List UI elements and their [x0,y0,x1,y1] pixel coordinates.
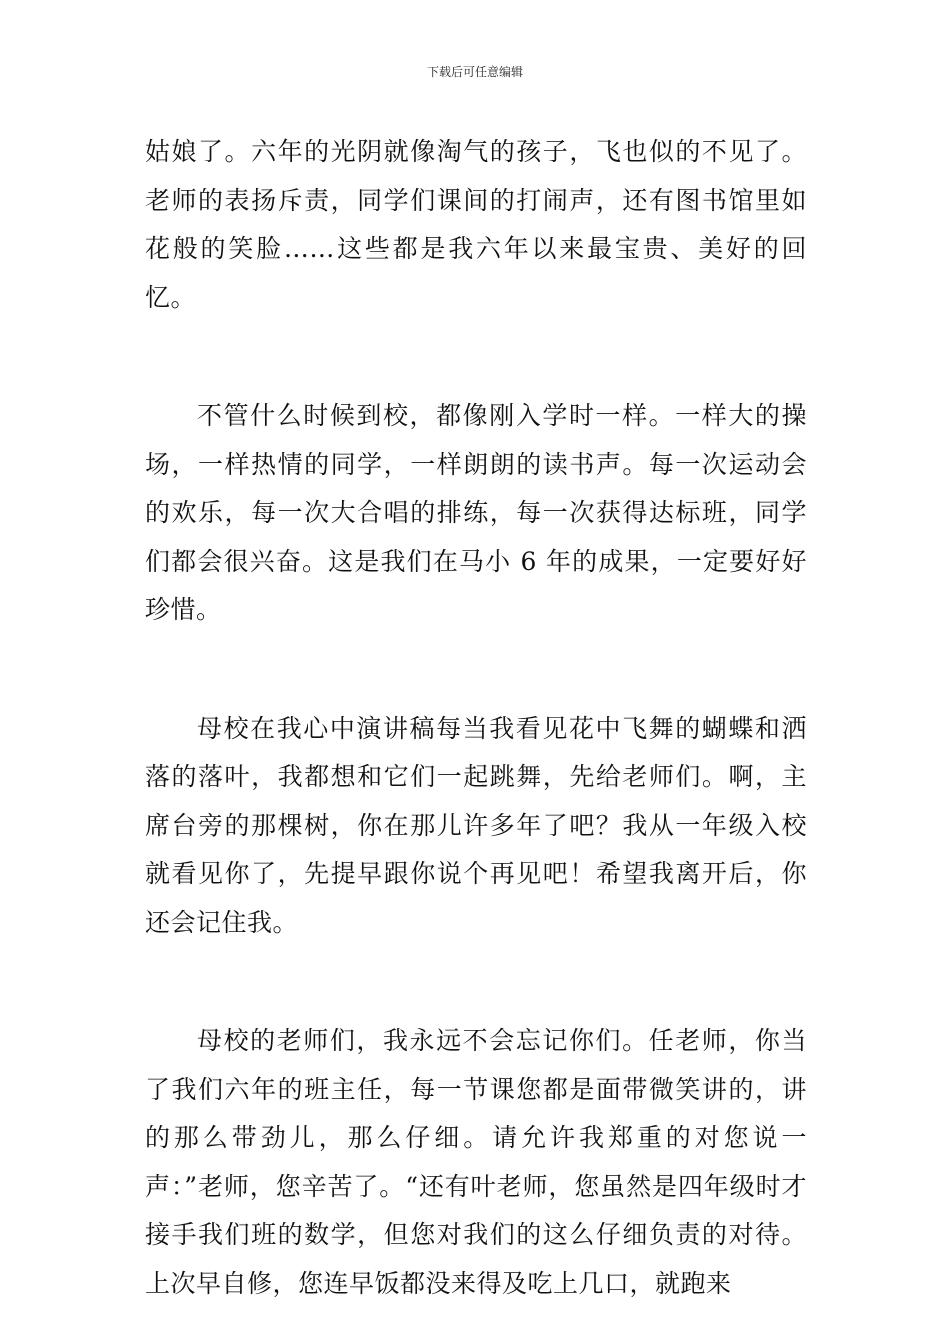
paragraph-2: 不管什么时候到校，都像刚入学时一样。一样大的操场，一样热情的同学，一样朗朗的读书声。每一次运动会的欢乐，每一次大合唱的排练，每一次获得达标班，同学们都会很兴奋。这是我们在马小 6 年的成果，一定要好好珍惜。 [145,401,807,624]
paragraph-1: 姑娘了。六年的光阴就像淘气的孩子，飞也似的不见了。老师的表扬斥责，同学们课间的打闹声，还有图书馆里如花般的笑脸……这些都是我六年以来最宝贵、美好的回忆。 [145,137,807,312]
paragraph-3: 母校在我心中演讲稿每当我看见花中飞舞的蝴蝶和洒落的落叶，我都想和它们一起跳舞，先给老师们。啊，主席台旁的那棵树，你在那儿许多年了吧？我从一年级入校就看见你了，先提早跟你说个再见吧！希望我离开后，你还会记住我。 [145,713,807,937]
page-header-note: 下载后可任意编辑 [426,65,523,79]
document-body [145,128,807,1308]
paragraph-4: 母校的老师们，我永远不会忘记你们。任老师，你当了我们六年的班主任，每一节课您都是面带微笑讲的，讲的那么带劲儿，那么仔细。请允许我郑重的对您说一声：”老师，您辛苦了。“还有叶老师，您虽然是四年级时才接手我们班的数学，但您对我们的这么仔细负责的对待。上次早自修，您连早饭都没来得及吃上几口，就跑来 [145,1026,807,1298]
